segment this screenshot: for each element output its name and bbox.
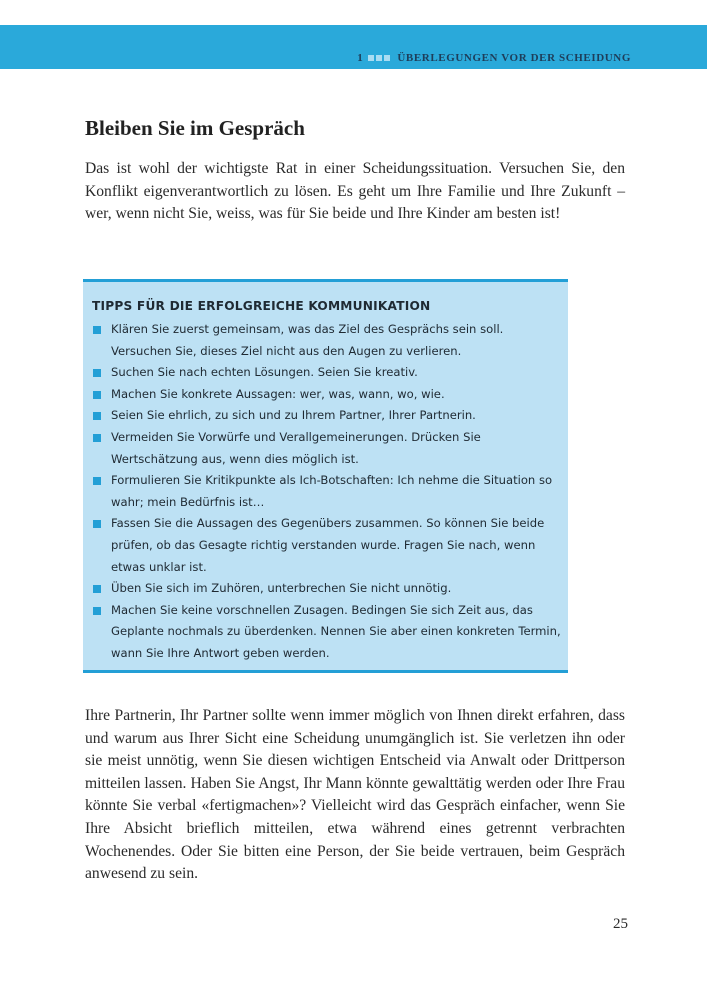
tip-item (92, 362, 562, 384)
tips-list (92, 319, 562, 665)
intro-paragraph: Das ist wohl der wichtigste Rat in einer Scheidungssituation. Versuchen Sie, den Konflikt eigenverantwortlich zu lösen. Es geht um Ihre Familie und Ihre Zukunft – wer, wenn nicht Sie, weiss, was für Sie beide und Ihre Kinder am besten ist! (85, 160, 625, 223)
square-bullet-icon (93, 369, 101, 377)
tip-item (92, 600, 562, 665)
chapter-number: 1 (357, 52, 364, 64)
tip-text: Fassen Sie die Aussagen des Gegenübers zusammen. So können Sie beide prüfen, ob das Gesagte richtig verstanden wurde. Fragen Sie nach, wenn etwas unklar ist. (111, 516, 545, 574)
tips-box (83, 279, 568, 673)
square-bullet-icon (93, 434, 101, 442)
square-icons (368, 52, 392, 64)
tip-item (92, 319, 562, 362)
tips-title: TIPPS FÜR DIE ERFOLGREICHE KOMMUNIKATION (92, 299, 431, 313)
square-bullet-icon (93, 607, 101, 615)
tip-text: Vermeiden Sie Vorwürfe und Verallgemeinerungen. Drücken Sie Wertschätzung aus, wenn dies möglich ist. (111, 429, 481, 466)
tip-text: Klären Sie zuerst gemeinsam, was das Ziel des Gesprächs sein soll. Versuchen Sie, dieses Ziel nicht aus den Augen zu verlieren. (111, 322, 504, 358)
running-header (357, 52, 631, 64)
tip-item (92, 405, 562, 427)
square-bullet-icon (93, 585, 101, 593)
chapter-title: ÜBERLEGUNGEN VOR DER SCHEIDUNG (397, 52, 631, 64)
tip-text: Machen Sie keine vorschnellen Zusagen. Bedingen Sie sich Zeit aus, das Geplante nochmals zu überdenken. Nennen Sie aber einen konkreten Termin, wann Sie Ihre Antwort geben werden. (111, 602, 561, 660)
tip-text: Üben Sie sich im Zuhören, unterbrechen Sie nicht unnötig. (111, 581, 452, 596)
square-bullet-icon (93, 477, 101, 485)
section-heading: Bleiben Sie im Gespräch (85, 116, 305, 140)
tip-text: Machen Sie konkrete Aussagen: wer, was, wann, wo, wie. (111, 386, 445, 401)
tip-text: Seien Sie ehrlich, zu sich und zu Ihrem Partner, Ihrer Partnerin. (111, 408, 476, 423)
tip-text: Suchen Sie nach echten Lösungen. Seien Sie kreativ. (111, 365, 418, 380)
page-number: 25 (613, 916, 628, 932)
tip-item (92, 578, 562, 600)
square-bullet-icon (93, 326, 101, 334)
tip-item (92, 384, 562, 406)
square-bullet-icon (93, 412, 101, 420)
body-paragraph: Ihre Partnerin, Ihr Partner sollte wenn immer möglich von Ihnen direkt erfahren, dass und warum aus Ihrer Sicht eine Scheidung unumgänglich ist. Sie verletzen ihn oder sie meist unnötig, wenn Sie diesen wichtigen Entscheid via Anwalt oder Drittperson mitteilen lassen. Haben Sie Angst, Ihr Mann könnte gewalttätig werden oder Ihre Frau könnte Sie verbal «fertigmachen»? Vielleicht wird das Gespräch einfacher, wenn Sie Ihre Absicht brieflich mitteilen, etwa während eines getrennt verbrachten Wochenendes. Oder Sie bitten eine Person, der Sie beide vertrauen, beim Gespräch anwesend zu sein. (85, 707, 625, 883)
square-bullet-icon (93, 391, 101, 399)
square-bullet-icon (93, 520, 101, 528)
tip-item (92, 513, 562, 578)
tip-text: Formulieren Sie Kritikpunkte als Ich-Botschaften: Ich nehme die Situation so wahr; mein Bedürfnis ist… (111, 473, 553, 509)
tip-item (92, 427, 562, 470)
tip-item (92, 470, 562, 513)
